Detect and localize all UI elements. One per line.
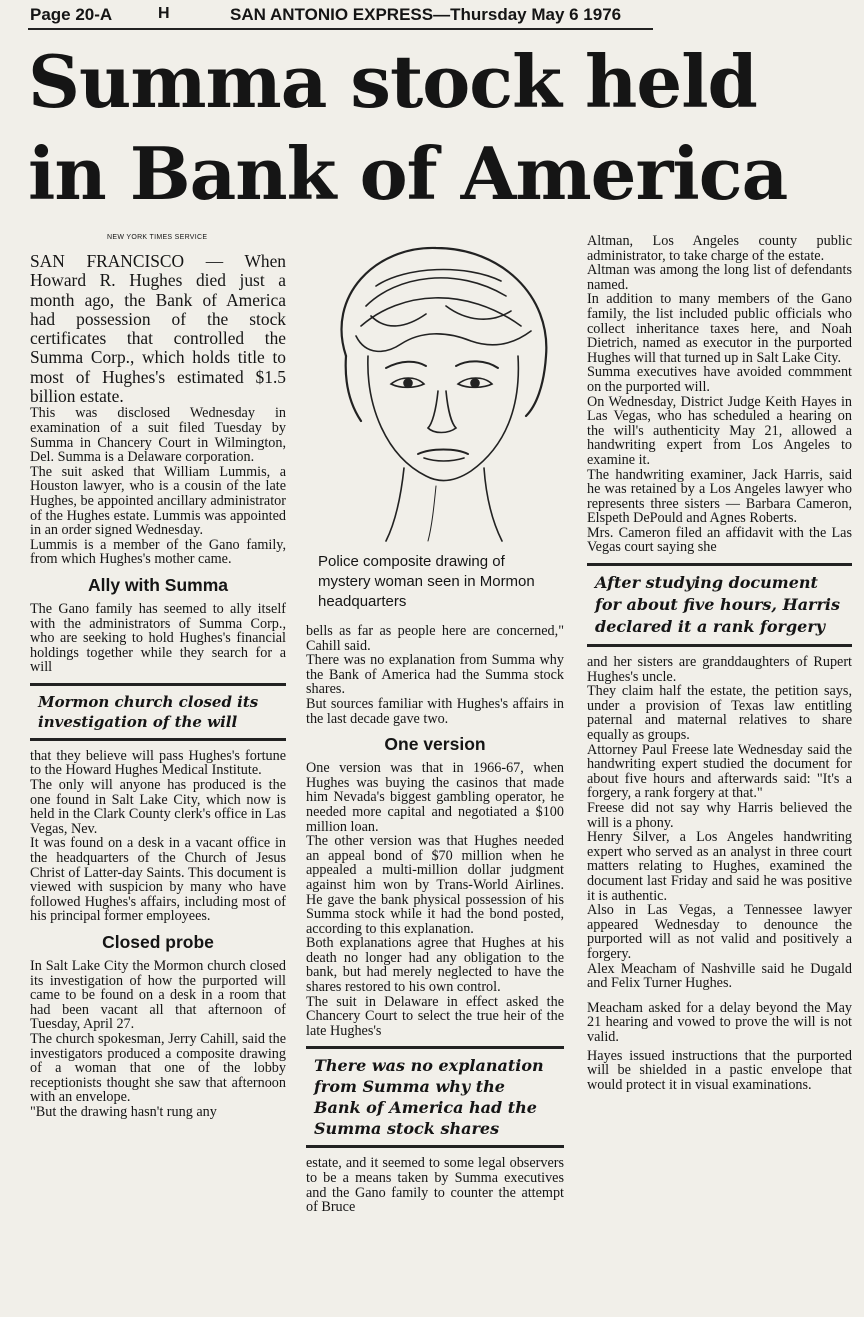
composite-face-illustration [306, 236, 564, 546]
article-paragraph: bells as far as people here are concerned," Cahill said. [306, 623, 564, 654]
pull-quote: After studying document for about five hours, Harris declared it a rank forgery [587, 563, 852, 647]
article-paragraph: The Gano family has seemed to ally itself with the administrators of Summa Corp., who are seeking to hold Hughes's financial holdings together while they search for a will [30, 600, 286, 676]
article-paragraph: In addition to many members of the Gano family, the list included public officials who collect inheritance taxes here, and Noah Dietrich, named as executor in the purported Hughes will that turned up in Salt Lake City. [587, 291, 852, 366]
subhead-one-version: One version [384, 734, 486, 755]
article-paragraph: The church spokesman, Jerry Cahill, said the investigators produced a composite drawing of a woman that one of the lobby receptionists thought she saw that afternoon with an envelope. [30, 1030, 286, 1106]
article-paragraph: The suit in Delaware in effect asked the Chancery Court to select the true heir of the late Hughes's [306, 993, 564, 1039]
wire-credit: NEW YORK TIMES SERVICE [107, 234, 208, 241]
article-paragraph: Summa executives have avoided commment on the purported will. [587, 364, 852, 395]
article-paragraph: Hayes issued instructions that the purported will be shielded in a pastic envelope that would protect it in visual examinations. [587, 1047, 852, 1093]
article-paragraph: "But the drawing hasn't rung any [30, 1103, 217, 1120]
headline [28, 36, 848, 220]
article-paragraph: It was found on a desk in a vacant office in the headquarters of the Church of Jesus Christ of Latter-day Saints. This document is viewed with suspicion by many who have followed Hughes's affairs, including most of his principal former employees. [30, 835, 286, 925]
edition-mark: H [158, 5, 170, 22]
article-paragraph: This was disclosed Wednesday in examination of a suit filed Tuesday by Summa in Chancery Court in Wilmington, Del. Summa is a Delaware corporation. [30, 405, 286, 466]
article-paragraph: estate, and it seemed to some legal observers to be a means taken by Summa executives and the Gano family to counter the attempt of Bruce [306, 1155, 564, 1216]
article-paragraph: On Wednesday, District Judge Keith Hayes in Las Vegas, who has scheduled a hearing on the will's authenticity May 21, allowed a handwriting expert from Los Angeles to examine it. [587, 393, 852, 468]
article-paragraph: that they believe will pass Hughes's fortune to the Howard Hughes Medical Institute. [30, 747, 286, 779]
pull-quote: Mormon church closed its investigation of the will [30, 683, 286, 741]
pull-quote: There was no explanation from Summa why the Bank of America had the Summa stock shares [306, 1046, 564, 1148]
article-paragraph: Altman, Los Angeles county public administrator, to take charge of the estate. [587, 233, 852, 264]
masthead [30, 5, 830, 29]
article-paragraph: But sources familiar with Hughes's affairs in the last decade gave two. [306, 695, 564, 727]
drawing-caption: Police composite drawing of mystery woman seen in Mormon headquarters [318, 553, 535, 610]
article-paragraph: Altman was among the long list of defendants named. [587, 262, 852, 293]
masthead-rule [28, 28, 653, 30]
article-paragraph: Also in Las Vegas, a Tennessee lawyer appeared Wednesday to denounce the purported will as not valid and positively a forgery. [587, 902, 852, 962]
article-paragraph: The only will anyone has produced is the one found in Salt Lake City, which now is held in the Clark County clerk's office in Las Vegas, Nev. [30, 777, 286, 837]
subhead-ally: Ally with Summa [87, 574, 229, 595]
article-paragraph: Both explanations agree that Hughes at his death no longer had any obligation to the bank, but had merely neglected to have the shares restored to his own control. [306, 935, 564, 996]
paper-name-date: SAN ANTONIO EXPRESS—Thursday May 6 1976 [230, 5, 622, 24]
article-paragraph: Mrs. Cameron filed an affidavit with the Las Vegas court saying she [587, 524, 852, 556]
lead-text: SAN FRANCISCO — When Howard R. Hughes died just a month ago, the Bank of America had possession of the stock certificates that controlled the Summa Corp., which holds title to most of Hughes's estimated $1.5 billion estate. [30, 251, 286, 407]
subhead-closed-probe: Closed probe [102, 932, 214, 952]
article-paragraph: Alex Meacham of Nashville said he Dugald and Felix Turner Hughes. [587, 960, 852, 992]
article-paragraph: and her sisters are granddaughters of Rupert Hughes's uncle. [587, 654, 852, 685]
composite-drawing [306, 236, 564, 622]
article-paragraph: Henry Silver, a Los Angeles handwriting expert who served as an analyst in three court matters relating to Hughes, examined the document last Friday and said he was positive it is authentic. [587, 829, 852, 904]
article-paragraph: Meacham asked for a delay beyond the May 21 hearing and vowed to prove the will is not valid. [587, 999, 852, 1045]
lead-paragraph [30, 252, 286, 406]
column-1 [30, 234, 286, 1120]
article-paragraph: The handwriting examiner, Jack Harris, said he was retained by a Los Angeles lawyer who represents three sisters — Barbara Cameron, Elspeth DePould and Agnes Roberts. [587, 466, 852, 527]
article-paragraph: Lummis is a member of the Gano family, from which Hughes's mother came. [30, 536, 286, 568]
article-paragraph: The other version was that Hughes needed an appeal bond of $70 million when he appealed a multi-million dollar judgment against him won by Trans-World Airlines. He gave the bank physical possession of his Summa stock while it had the bond posted, according to this explanation. [306, 833, 564, 937]
article-paragraph: In Salt Lake City the Mormon church closed its investigation of how the purported will came to be found on a desk in a room that had been vacant all that afternoon of Tuesday, April 27. [30, 958, 286, 1033]
article-paragraph: One version was that in 1966-67, when Hughes was buying the casinos that made him Nevada's biggest gambling operator, he needed more capital and negotiated a $100 million loan. [306, 760, 564, 835]
article-paragraph: There was no explanation from Summa why the Bank of America had the Summa stock shares. [306, 652, 564, 698]
headline-line-2: in Bank of America [28, 131, 788, 216]
column-3 [587, 234, 852, 1092]
headline-line-1: Summa stock held [28, 39, 757, 124]
article-paragraph: Attorney Paul Freese late Wednesday said the handwriting expert studied the document for about five hours and afterwards said: "It's a forgery, a rank forgery at that." [587, 741, 852, 802]
article-paragraph: Freese did not say why Harris believed the will is a phony. [587, 800, 852, 831]
page-number: Page 20-A [30, 5, 113, 24]
article-paragraph: They claim half the estate, the petition says, under a provision of Texas law entitling paternal and maternal relatives to share equally as groups. [587, 683, 852, 744]
article-paragraph: The suit asked that William Lummis, a Houston lawyer, who is a cousin of the late Hughes, be appointed ancillary administrator of the Hughes estate. Lummis was appointed in an order signed Wednesday. [30, 463, 286, 539]
column-2 [306, 624, 564, 1215]
